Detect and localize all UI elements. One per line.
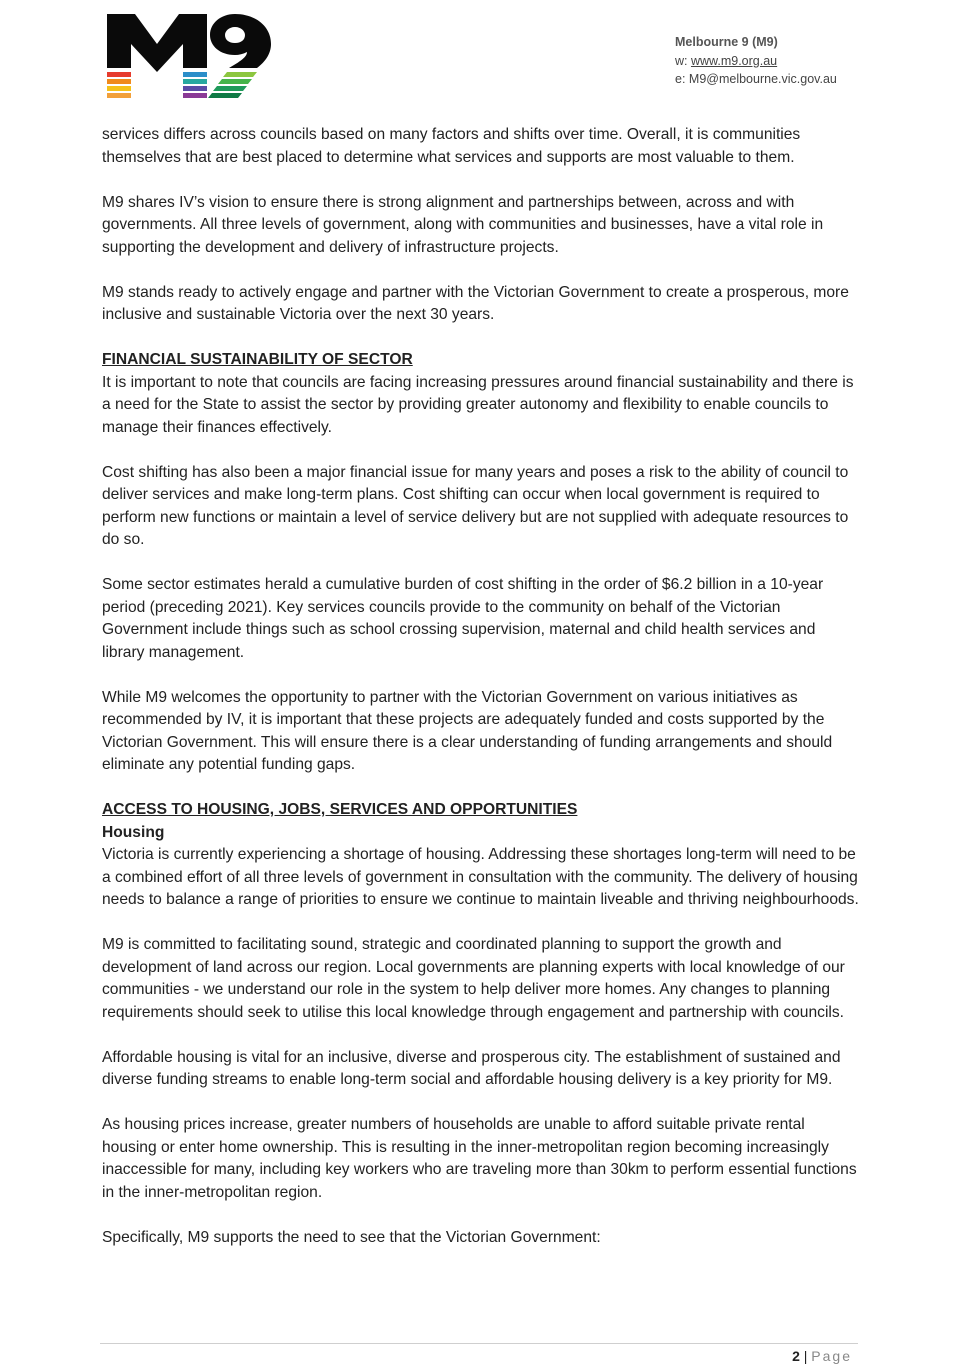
email-line — [675, 70, 837, 89]
paragraph: Victoria is currently experiencing a shortage of housing. Addressing these shortages long-term will need to be a combined effort of all three levels of government in consultation with the community. The delivery of housing needs to balance a range of priorities to ensure we continue to maintain liveable and thriving neighbourhoods. — [102, 846, 859, 908]
paragraph: services differs across councils based on many factors and shifts over time. Overall, it is communities themselves that are best placed to determine what services and supports are most valuable to them. — [102, 126, 801, 166]
page-number: 2 — [792, 1348, 800, 1364]
paragraph: Cost shifting has also been a major financial issue for many years and poses a risk to the ability of council to deliver services and make long-term plans. Cost shifting can occur when local government is required to perform new functions or maintain a level of service delivery but are not supplied with adequate resources to do so. — [102, 463, 849, 548]
logo-9-shape — [210, 14, 271, 68]
subheading-housing: Housing — [102, 823, 165, 841]
section-heading-access: ACCESS TO HOUSING, JOBS, SERVICES AND OPPORTUNITIES — [102, 801, 578, 818]
logo-m-shape — [107, 14, 207, 72]
paragraph: M9 is committed to facilitating sound, strategic and coordinated planning to support the growth and development of land across our region. Local governments are planning experts with local knowledge of our communities - we understand our role in the system to help deliver more homes. Any changes to planning requirements should seek to utilise this local knowledge through engagement and partnership with councils. — [102, 936, 845, 1021]
document-body — [102, 124, 862, 1272]
footer-divider — [100, 1343, 858, 1344]
m9-logo — [105, 10, 275, 102]
paragraph: Specifically, M9 supports the need to see that the Victorian Government: — [102, 1228, 601, 1246]
section-heading-financial: FINANCIAL SUSTAINABILITY OF SECTOR — [102, 351, 413, 368]
paragraph: M9 shares IV’s vision to ensure there is strong alignment and partnerships between, across and with governments. All three levels of government, along with communities and businesses, have a vital role in supporting the development and delivery of infrastructure projects. — [102, 193, 824, 256]
website-link[interactable]: www.m9.org.au — [690, 53, 778, 68]
paragraph: Some sector estimates herald a cumulative burden of cost shifting in the order of $6.2 billion in a 10-year period (preceding 2021). Key services councils provide to the community on behalf of the Victorian Government include things such as school crossing supervision, maternal and child health services and library management. — [102, 576, 824, 661]
paragraph: M9 stands ready to actively engage and partner with the Victorian Government to create a prosperous, more inclusive and sustainable Victoria over the next 30 years. — [102, 283, 849, 323]
email-prefix: e: — [675, 72, 689, 86]
paragraph: As housing prices increase, greater numbers of households are unable to afford suitable private rental housing or enter home ownership. This is resulting in the inner-metropolitan region becoming increasingly inaccessible for many, including key workers who are traveling more than 30km to perform essential functions in the inner-metropolitan region. — [102, 1116, 857, 1201]
paragraph: While M9 welcomes the opportunity to partner with the Victorian Government on various initiatives as recommended by IV, it is important that these projects are adequately funded and costs supported by the Victorian Government. This will ensure there is a clear understanding of funding arrangements and should eliminate any potential funding gaps. — [102, 688, 833, 773]
website-line — [675, 52, 837, 71]
org-name: Melbourne 9 (M9) — [675, 35, 778, 49]
web-prefix: w: — [675, 53, 691, 68]
paragraph: Affordable housing is vital for an inclusive, diverse and prosperous city. The establishment of sustained and diverse funding streams to enable long-term social and affordable housing delivery is a key priority for M9. — [102, 1048, 841, 1088]
page-footer — [792, 1347, 852, 1365]
contact-block — [675, 33, 837, 89]
paragraph: It is important to note that councils are facing increasing pressures around financial sustainability and there is a need for the State to assist the sector by providing greater autonomy and flexibility to enable councils to manage their finances effectively. — [102, 373, 854, 436]
page-word: Page — [811, 1348, 852, 1364]
page-separator: | — [803, 1348, 808, 1364]
email-address[interactable]: M9@melbourne.vic.gov.au — [688, 72, 837, 86]
